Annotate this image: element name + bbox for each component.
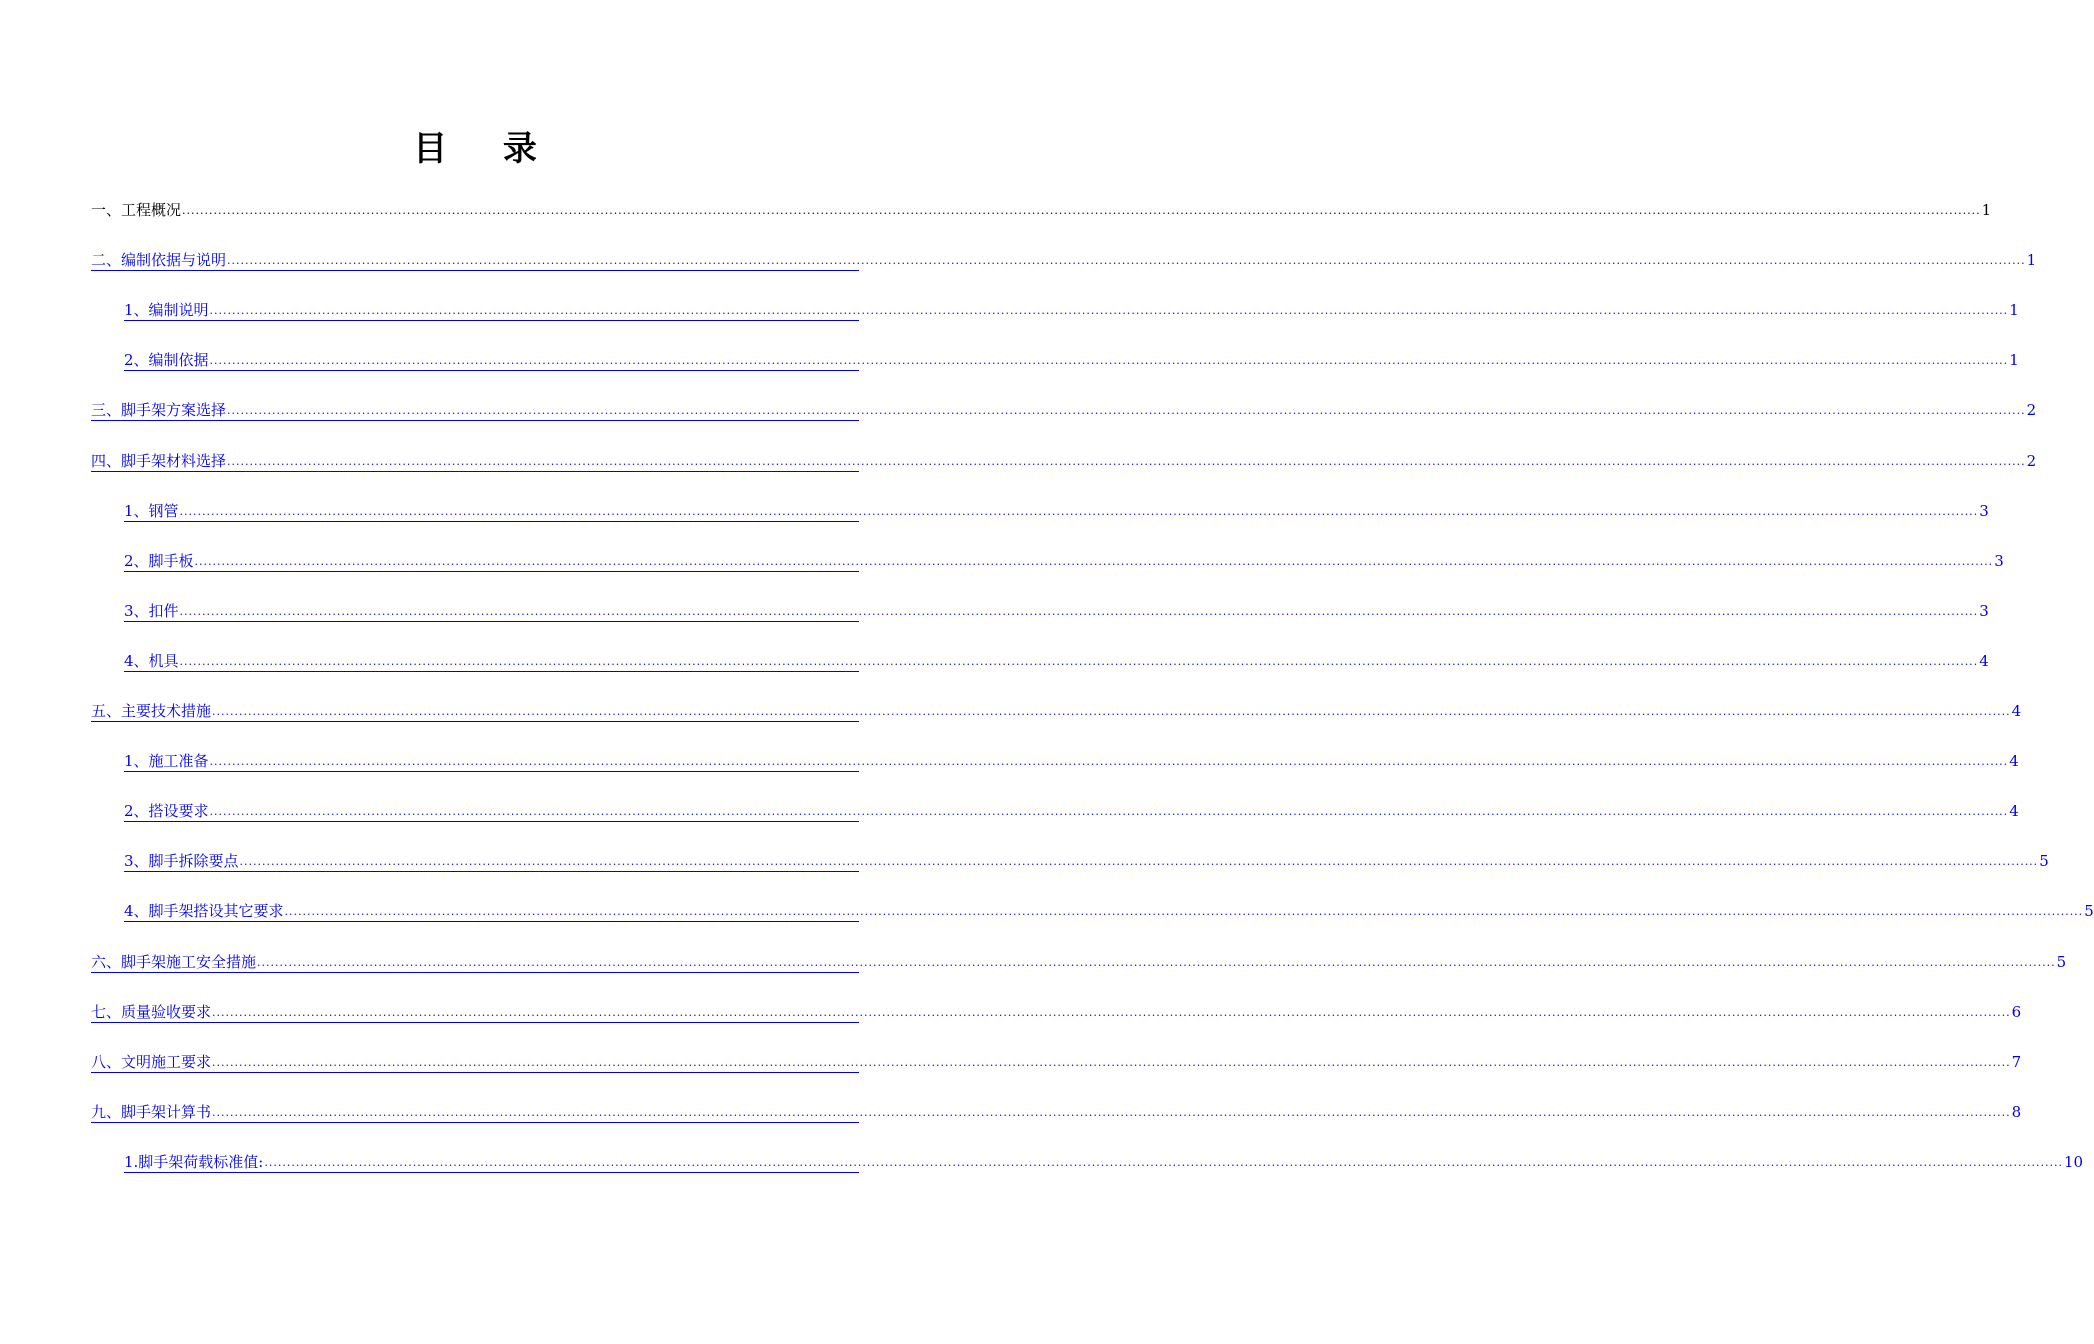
toc-page-number: 4	[1979, 651, 1989, 670]
toc-entry-label: 一、工程概况	[91, 201, 182, 219]
toc-entry-label: 六、脚手架施工安全措施	[91, 952, 257, 971]
toc-subentry[interactable]	[124, 547, 2004, 572]
toc-subentry[interactable]	[124, 647, 1989, 672]
toc-dot-leader: ................................................................................................................................................................................................................................................................................................................................................................................................................	[194, 554, 1994, 568]
toc-entry-label: 3、脚手拆除要点	[124, 852, 239, 871]
toc-entry-label: 2、编制依据	[124, 351, 209, 370]
toc-subentry[interactable]	[124, 747, 2019, 772]
toc-entry-label: 1、施工准备	[124, 752, 209, 771]
toc-entry[interactable]	[91, 447, 2037, 472]
toc-page-number: 8	[2011, 1102, 2022, 1121]
toc-dot-leader: ................................................................................................................................................................................................................................................................................................................................................................................................................	[209, 354, 2009, 368]
toc-page-number: 4	[2009, 752, 2019, 771]
toc-dot-leader: ................................................................................................................................................................................................................................................................................................................................................................................................................	[284, 905, 2084, 919]
toc-subentry[interactable]	[124, 497, 1989, 522]
toc-entry-label: 七、质量验收要求	[91, 1002, 212, 1021]
toc-entry-label: 九、脚手架计算书	[91, 1102, 212, 1121]
toc-entry-label: 四、脚手架材料选择	[91, 451, 227, 470]
toc-entry[interactable]	[91, 948, 2067, 973]
toc-page-number: 5	[2084, 902, 2094, 921]
toc-entry-label: 八、文明施工要求	[91, 1052, 212, 1071]
toc-page-number: 5	[2039, 852, 2049, 871]
toc-subentry[interactable]	[124, 597, 1989, 622]
toc-page-number: 6	[2011, 1002, 2022, 1021]
toc-entry-label: 1、编制说明	[124, 301, 209, 320]
toc-dot-leader: ................................................................................................................................................................................................................................................................................................................................................................................................................	[227, 404, 2026, 418]
toc-dot-leader: ................................................................................................................................................................................................................................................................................................................................................................................................................	[264, 1155, 2064, 1169]
toc-page-number: 1	[1981, 201, 1992, 219]
toc-entry	[91, 196, 1992, 220]
toc-page-number: 3	[1979, 501, 1989, 520]
toc-dot-leader: ................................................................................................................................................................................................................................................................................................................................................................................................................	[179, 654, 1979, 668]
toc-entry-label: 五、主要技术措施	[91, 702, 212, 720]
toc-page-number: 1	[2026, 251, 2037, 270]
toc-dot-leader: ................................................................................................................................................................................................................................................................................................................................................................................................................	[209, 304, 2009, 318]
toc-page-number: 5	[2056, 952, 2067, 971]
toc-entry-label: 1、钢管	[124, 501, 179, 520]
toc-page-number: 2	[2026, 451, 2037, 470]
toc-dot-leader: ................................................................................................................................................................................................................................................................................................................................................................................................................	[209, 805, 2009, 819]
toc-dot-leader: ................................................................................................................................................................................................................................................................................................................................................................................................................	[257, 955, 2056, 969]
toc-entry[interactable]	[91, 1048, 2022, 1073]
toc-page-number: 4	[2011, 702, 2022, 720]
toc-entry-label: 二、编制依据与说明	[91, 251, 227, 270]
toc-dot-leader: ................................................................................................................................................................................................................................................................................................................................................................................................................	[239, 855, 2039, 869]
toc-subentry[interactable]	[124, 847, 2049, 872]
toc-entry-label: 4、机具	[124, 651, 179, 670]
toc-page-number: 3	[1979, 601, 1989, 620]
toc-page-number: 3	[1994, 551, 2004, 570]
toc-dot-leader: ................................................................................................................................................................................................................................................................................................................................................................................................................	[179, 504, 1979, 518]
toc-page-number: 1	[2009, 301, 2019, 320]
toc-entry-label: 2、搭设要求	[124, 802, 209, 821]
toc-subentry[interactable]	[124, 296, 2019, 321]
toc-dot-leader: ................................................................................................................................................................................................................................................................................................................................................................................................................	[209, 755, 2009, 769]
toc-page-number: 10	[2064, 1152, 2084, 1171]
toc-subentry[interactable]	[124, 797, 2019, 822]
toc-entry[interactable]	[91, 697, 2022, 722]
toc-dot-leader: ................................................................................................................................................................................................................................................................................................................................................................................................................	[212, 1055, 2011, 1069]
toc-subentry[interactable]	[124, 346, 2019, 371]
toc-entry-label: 1.脚手架荷载标准值:	[124, 1152, 264, 1171]
toc-entry[interactable]	[91, 1098, 2022, 1123]
toc-page-number: 1	[2009, 351, 2019, 370]
toc-entry-label: 3、扣件	[124, 601, 179, 620]
toc-dot-leader: ................................................................................................................................................................................................................................................................................................................................................................................................................	[212, 1005, 2011, 1019]
toc-dot-leader: ................................................................................................................................................................................................................................................................................................................................................................................................................	[227, 454, 2026, 468]
toc-entry[interactable]	[91, 246, 2037, 271]
toc-entry-label: 4、脚手架搭设其它要求	[124, 902, 284, 921]
toc-subentry[interactable]	[124, 897, 2094, 922]
toc-page-number: 2	[2026, 401, 2037, 420]
page-title: 目 录	[413, 129, 559, 169]
toc-subentry[interactable]	[124, 1148, 2084, 1173]
toc-entry[interactable]	[91, 396, 2037, 421]
toc-dot-leader: ................................................................................................................................................................................................................................................................................................................................................................................................................	[212, 1105, 2011, 1119]
toc-dot-leader: ................................................................................................................................................................................................................................................................................................................................................................................................................	[227, 254, 2026, 268]
toc-dot-leader: ................................................................................................................................................................................................................................................................................................................................................................................................................	[182, 204, 1981, 217]
toc-entry-label: 三、脚手架方案选择	[91, 401, 227, 420]
toc-entry[interactable]	[91, 998, 2022, 1023]
toc-dot-leader: ................................................................................................................................................................................................................................................................................................................................................................................................................	[212, 705, 2011, 718]
toc-page-number: 4	[2009, 802, 2019, 821]
toc-entry-label: 2、脚手板	[124, 551, 194, 570]
toc-page-number: 7	[2011, 1052, 2022, 1071]
toc-dot-leader: ................................................................................................................................................................................................................................................................................................................................................................................................................	[179, 604, 1979, 618]
